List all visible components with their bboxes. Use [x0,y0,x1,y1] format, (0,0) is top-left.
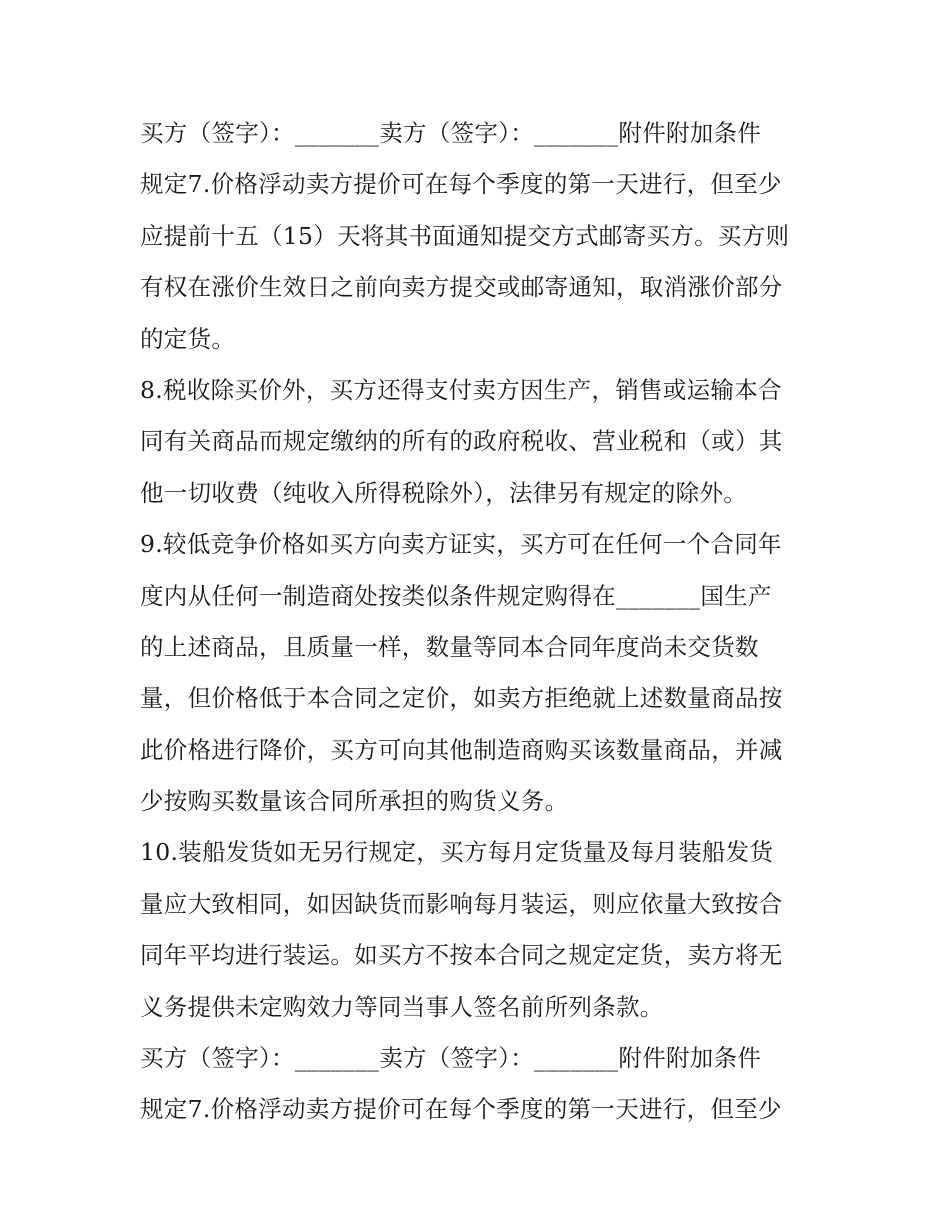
text-line: 规定7.价格浮动卖方提价可在每个季度的第一天进行，但至少 [140,1095,782,1124]
text-line: 义务提供未定购效力等同当事人签名前所列条款。 [140,992,664,1021]
text-line: 9.较低竞争价格如买方向卖方证实，买方可在任何一个合同年 [140,530,782,559]
text-line: 应提前十五（15）天将其书面通知提交方式邮寄买方。买方则 [140,221,790,250]
text-line: 的定货。 [140,324,236,353]
text-line: 10.装船发货如无另行规定，买方每月定货量及每月装船发货 [140,838,774,867]
text-line: 同有关商品而规定缴纳的所有的政府税收、营业税和（或）其 [140,427,783,456]
text-line: 量应大致相同，如因缺货而影响每月装运，则应依量大致按合 [140,889,783,918]
text-line: 他一切收费（纯收入所得税除外），法律另有规定的除外。 [140,478,748,507]
text-line: 少按购买数量该合同所承担的购货义务。 [140,787,569,816]
text-line: 有权在涨价生效日之前向卖方提交或邮寄通知，取消涨价部分 [140,273,783,302]
text-line: 8.税收除买价外，买方还得支付卖方因生产，销售或运输本合 [140,375,782,404]
text-line: 量，但价格低于本合同之定价，如卖方拒绝就上述数量商品按 [140,684,783,713]
text-line: 买方（签字）：_______卖方（签字）：_______附件附加条件 [140,119,762,147]
text-line: 买方（签字）：_______卖方（签字）：_______附件附加条件 [140,1044,762,1073]
text-line: 同年平均进行装运。如买方不按本合同之规定定货，卖方将无 [140,941,783,970]
document-body [140,108,820,1136]
text-line: 规定7.价格浮动卖方提价可在每个季度的第一天进行，但至少 [140,170,782,199]
text-line: 度内从任何一制造商处按类似条件规定购得在_______国生产 [140,581,772,610]
text-line: 的上述商品，且质量一样，数量等同本合同年度尚未交货数 [140,632,759,661]
text-line: 此价格进行降价，买方可向其他制造商购买该数量商品，并减 [140,735,783,764]
